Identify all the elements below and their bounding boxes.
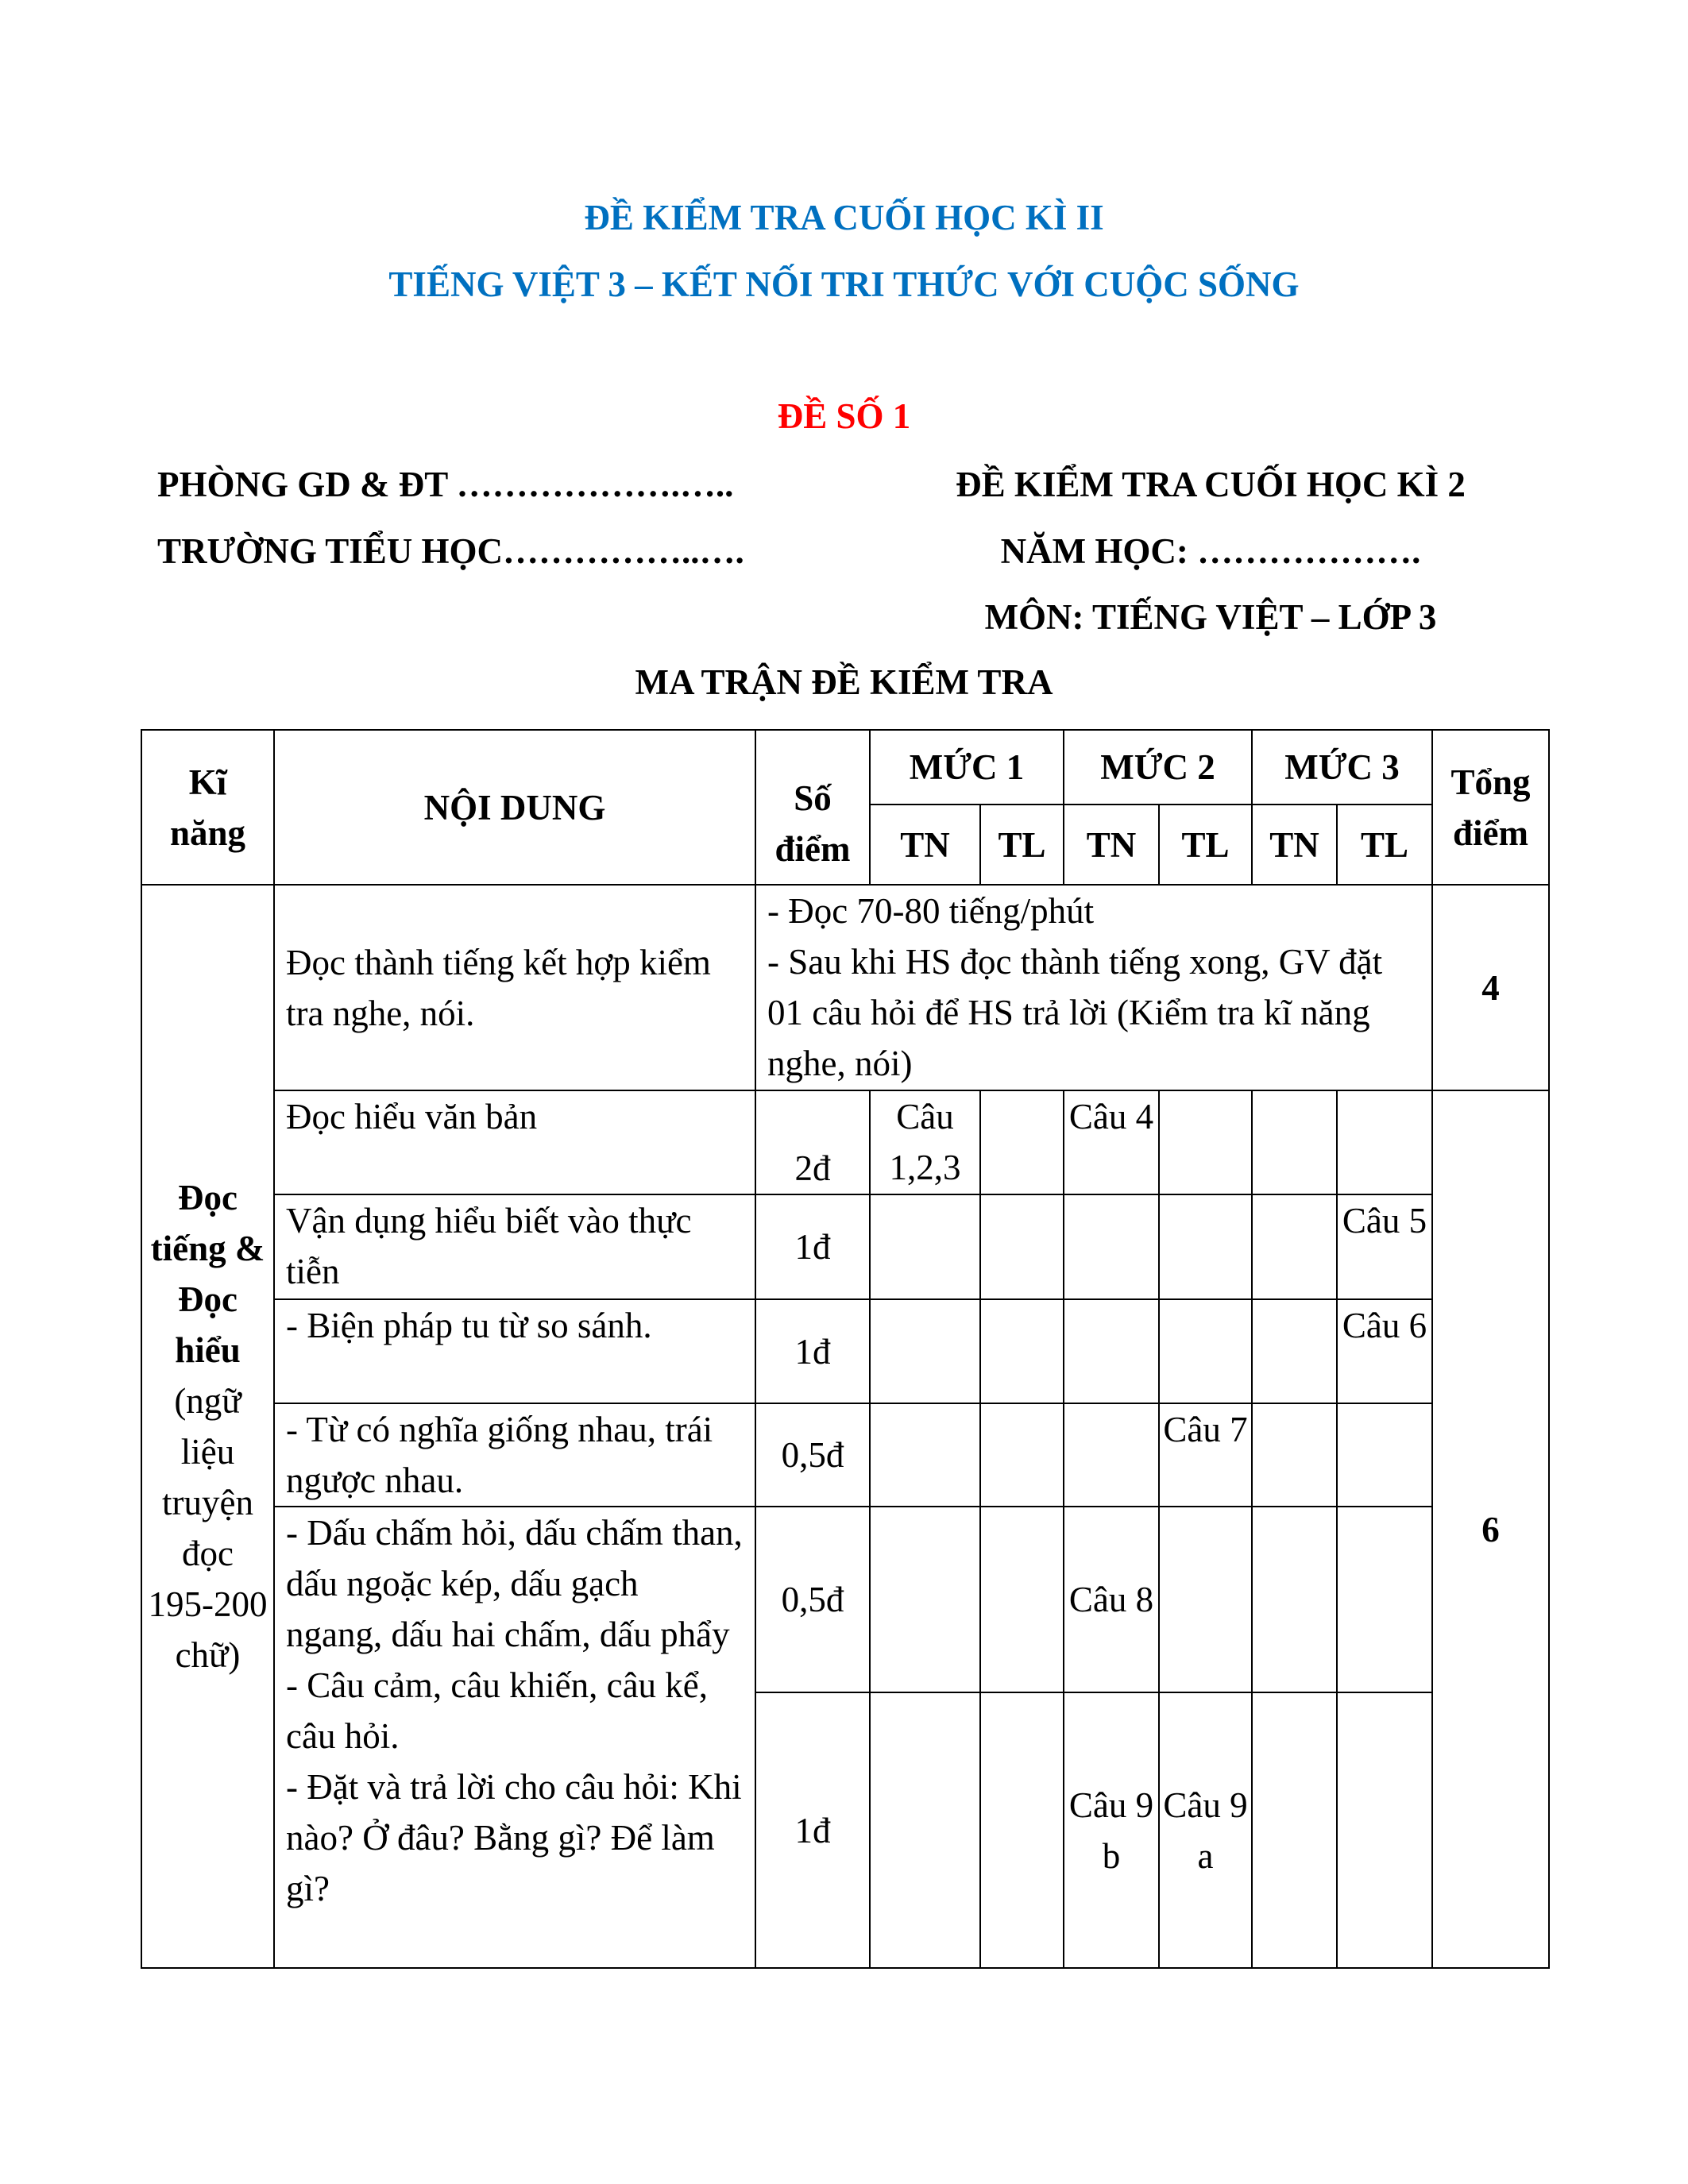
header-content: NỘI DUNG [274,730,755,885]
cell-m1-tn [870,1507,980,1692]
department-line: PHÒNG GD & ĐT ……………….….. [157,465,734,504]
row-content [274,1507,755,1968]
cell-m3-tl [1337,1507,1432,1692]
header-level-3: MỨC 3 [1252,730,1432,805]
cell-m3-tl: Câu 5 [1337,1194,1432,1299]
cell-m2-tn [1064,1194,1159,1299]
reading-aloud-details [755,885,1432,1090]
header-m2-tn: TN [1064,805,1159,885]
exam-heading: ĐỀ KIỂM TRA CUỐI HỌC KÌ 2 [956,465,1466,504]
cell-m3-tl: Câu 6 [1337,1299,1432,1403]
row-content: Đọc hiểu văn bản [274,1090,755,1194]
cell-m3-tn [1252,1403,1337,1507]
school-year: NĂM HỌC: ………………. [1000,531,1421,571]
header-total: Tổng điểm [1432,730,1549,885]
document-title: ĐỀ KIỂM TRA CUỐI HỌC KÌ II [584,198,1104,237]
header-level-1: MỨC 1 [870,730,1064,805]
row-points: 2đ [755,1090,870,1194]
subject-line: MÔN: TIẾNG VIỆT – LỚP 3 [984,597,1437,637]
header-m3-tl: TL [1337,805,1432,885]
cell-m3-tn [1252,1194,1337,1299]
cell-m1-tl [980,1692,1064,1968]
header-m3-tn: TN [1252,805,1337,885]
cell-m3-tl [1337,1090,1432,1194]
cell-m3-tn [1252,1692,1337,1968]
table-row [141,1299,1549,1403]
cell-m1-tl [980,1507,1064,1692]
cell-m2-tn: Câu 9 b [1064,1692,1159,1968]
header-m1-tn: TN [870,805,980,885]
cell-m1-tn [870,1299,980,1403]
cell-m3-tl [1337,1403,1432,1507]
cell-m1-tn [870,1194,980,1299]
skill-note: (ngữ liệu truyện đọc 195-200 chữ) [148,1381,268,1675]
exam-matrix-table [141,729,1550,1969]
cell-m3-tn [1252,1090,1337,1194]
header-m2-tl: TL [1159,805,1252,885]
cell-m1-tl [980,1403,1064,1507]
cell-m1-tn: Câu 1,2,3 [870,1090,980,1194]
document-subtitle: TIẾNG VIỆT 3 – KẾT NỐI TRI THỨC VỚI CUỘC SỐNG [388,264,1300,304]
detail-line: - Sau khi HS đọc thành tiếng xong, GV đặt 01 câu hỏi để HS trả lời (Kiểm tra kĩ năng nghe, nói) [767,942,1383,1083]
cell-m1-tn [870,1403,980,1507]
cell-m2-tn [1064,1403,1159,1507]
table-row [141,1403,1549,1507]
table-row [141,1507,1549,1692]
cell-m2-tl [1159,1299,1252,1403]
cell-m2-tn [1064,1299,1159,1403]
row-points: 1đ [755,1692,870,1968]
row-points: 1đ [755,1194,870,1299]
exam-number: ĐỀ SỐ 1 [777,396,911,436]
cell-m2-tl: Câu 7 [1159,1403,1252,1507]
cell-m2-tl: Câu 9 a [1159,1692,1252,1968]
row-points: 0,5đ [755,1507,870,1692]
cell-m3-tn [1252,1507,1337,1692]
row-content: - Biện pháp tu từ so sánh. [274,1299,755,1403]
cell-m1-tl [980,1194,1064,1299]
school-line: TRƯỜNG TIỂU HỌC……………..…. [157,531,744,571]
cell-m1-tn [870,1692,980,1968]
cell-m1-tl [980,1299,1064,1403]
cell-m2-tl [1159,1507,1252,1692]
cell-m2-tl [1159,1090,1252,1194]
cell-m3-tn [1252,1299,1337,1403]
detail-line: - Đọc 70-80 tiếng/phút [767,891,1095,931]
row-content: - Từ có nghĩa giống nhau, trái ngược nhau. [274,1403,755,1507]
skill-name: Đọc tiếng & Đọc hiểu [150,1178,265,1370]
table-row [141,1090,1549,1194]
content-line: - Đặt và trả lời cho câu hỏi: Khi nào? Ở đâu? Bằng gì? Để làm gì? [286,1767,742,1908]
header-level-2: MỨC 2 [1064,730,1252,805]
cell-m2-tl [1159,1194,1252,1299]
cell-m3-tl [1337,1692,1432,1968]
header-m1-tl: TL [980,805,1064,885]
content-line: - Câu cảm, câu khiến, câu kể, câu hỏi. [286,1665,709,1756]
cell-m2-tn: Câu 8 [1064,1507,1159,1692]
cell-m1-tl [980,1090,1064,1194]
content-line: - Dấu chấm hỏi, dấu chấm than, dấu ngoặc kép, dấu gạch ngang, dấu hai chấm, dấu phẩy [286,1513,743,1654]
matrix-title: MA TRẬN ĐỀ KIỂM TRA [635,662,1053,702]
reading-aloud-total: 4 [1432,885,1549,1090]
reading-aloud-content: Đọc thành tiếng kết hợp kiểm tra nghe, nói. [274,885,755,1090]
skill-cell [141,885,274,1968]
cell-m2-tn: Câu 4 [1064,1090,1159,1194]
header-skill: Kĩ năng [141,730,274,885]
header-points: Số điểm [755,730,870,885]
row-content: Vận dụng hiểu biết vào thực tiễn [274,1194,755,1299]
row-points: 0,5đ [755,1403,870,1507]
row-points: 1đ [755,1299,870,1403]
reading-total: 6 [1432,1090,1549,1968]
table-row [141,1194,1549,1299]
